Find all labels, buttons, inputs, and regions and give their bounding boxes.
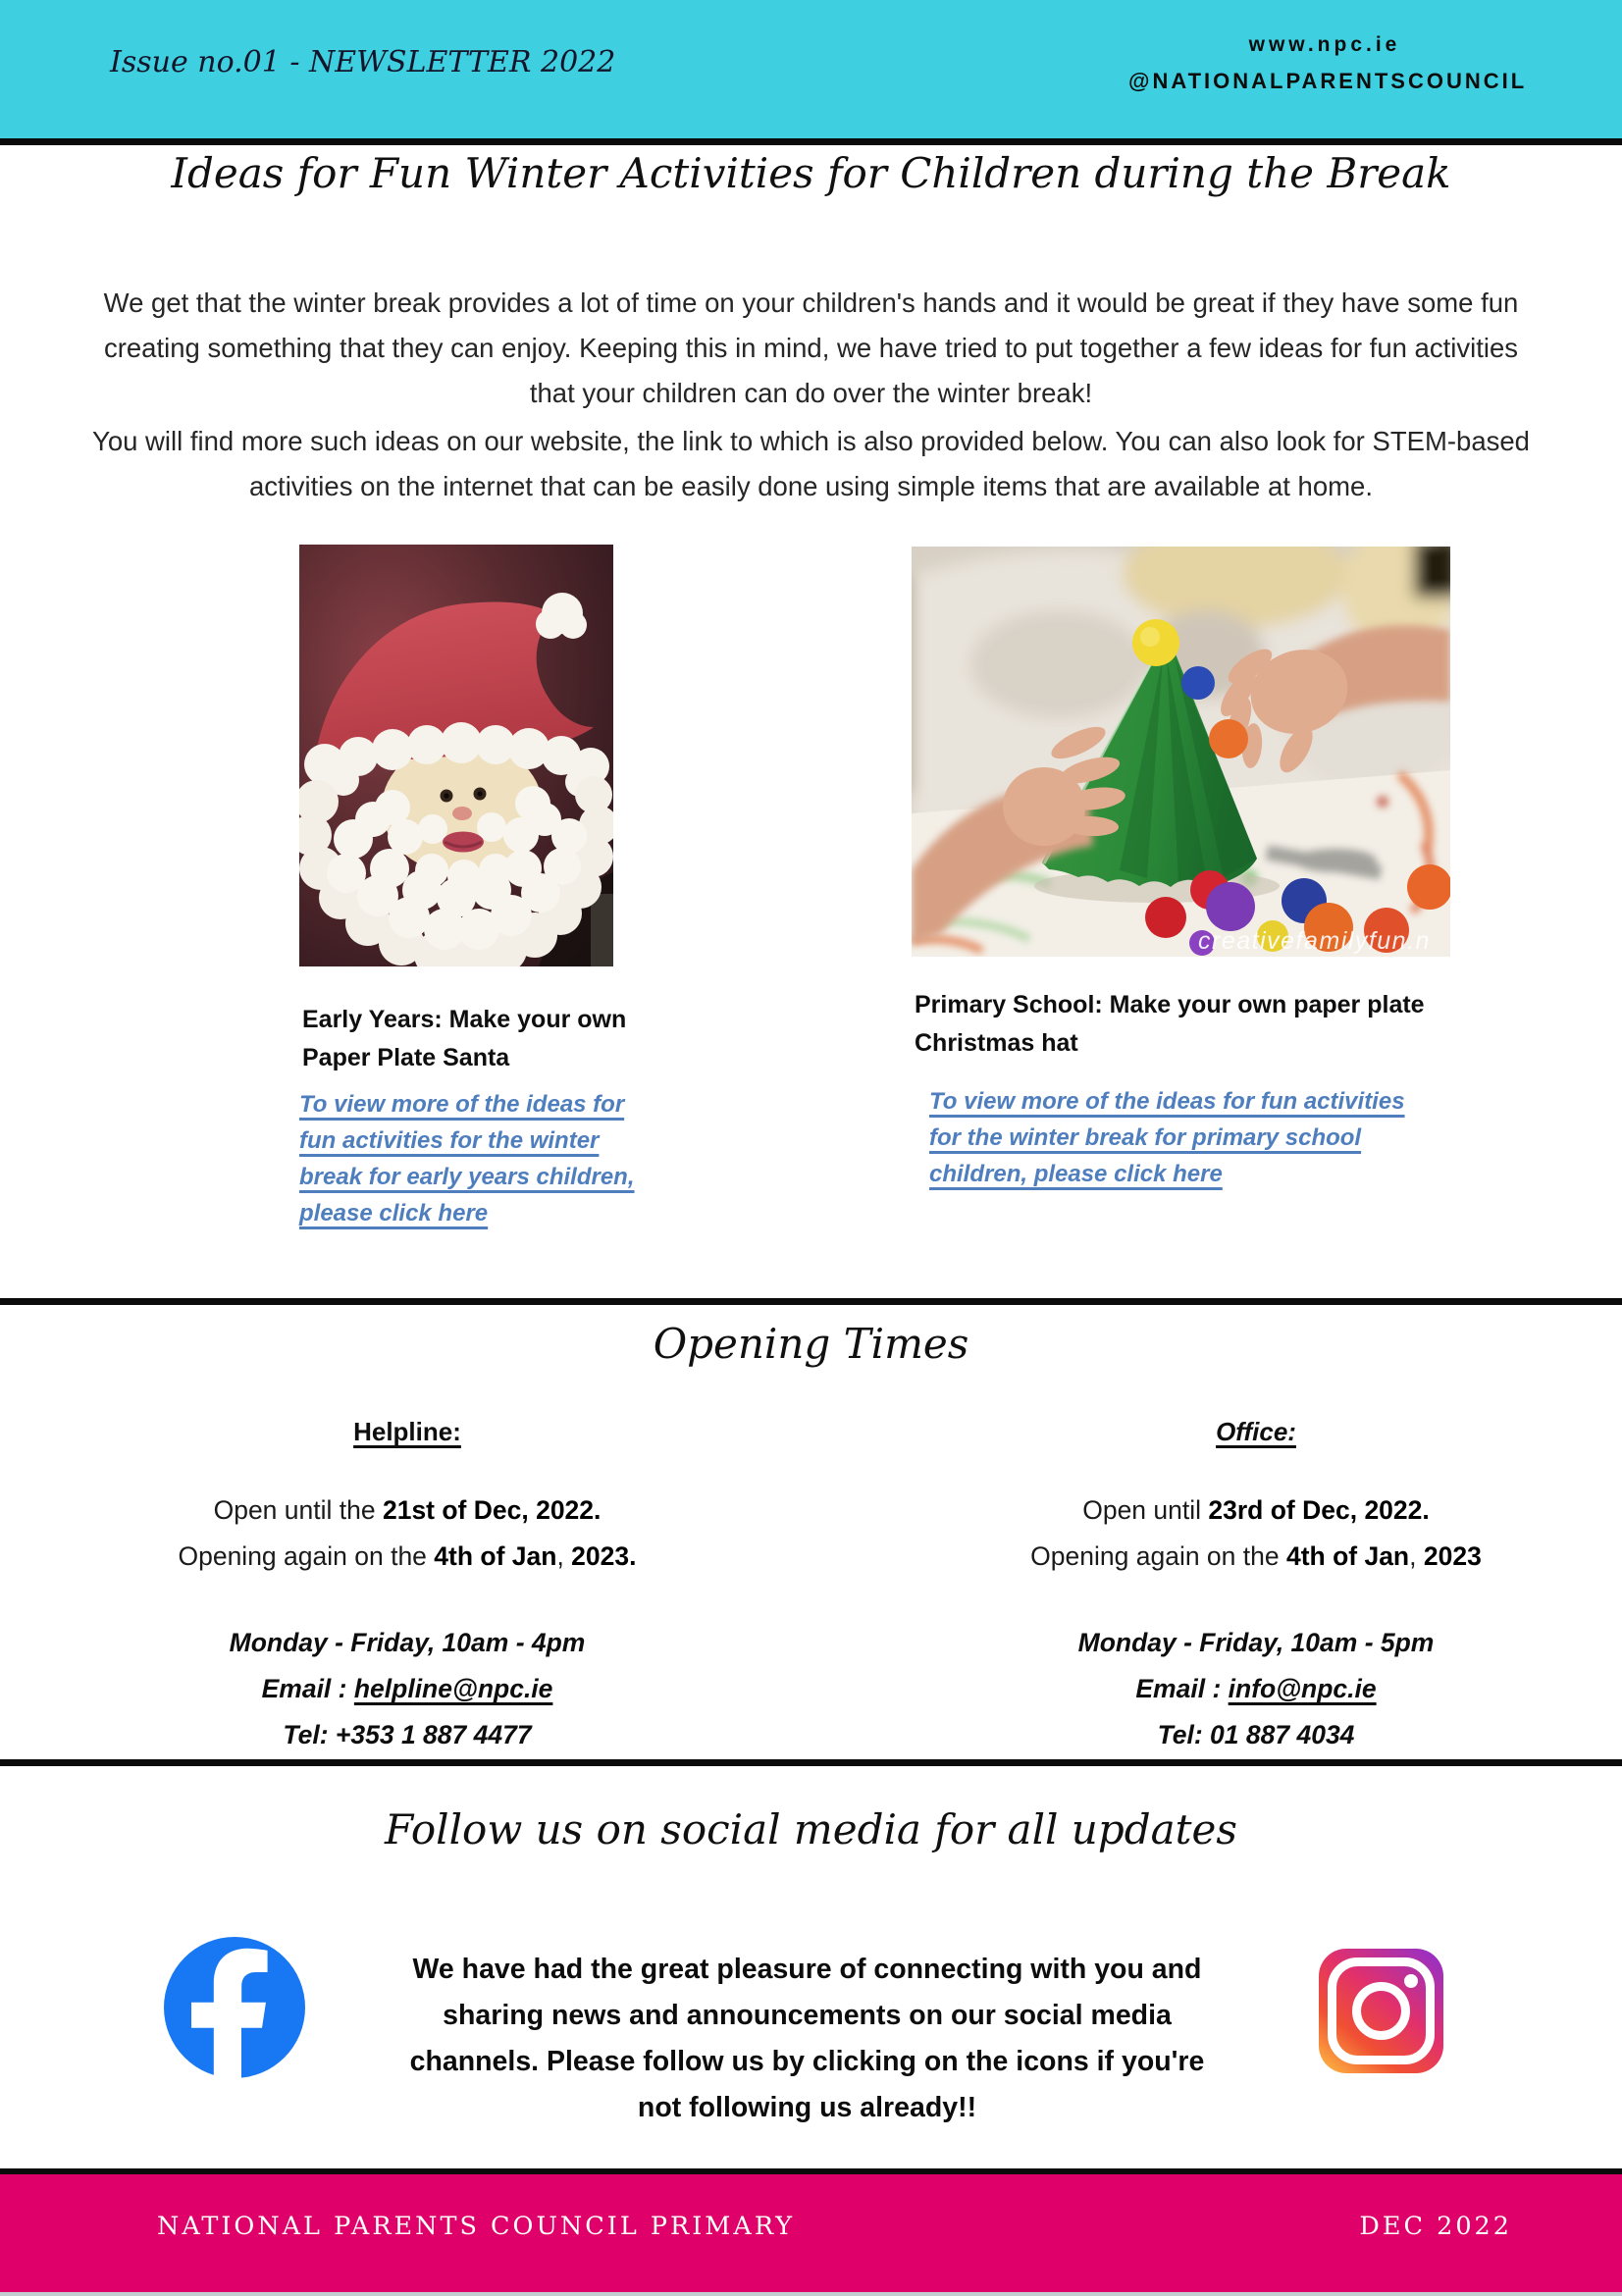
helpline-hours: Monday - Friday, 10am - 4pm <box>229 1628 586 1657</box>
christmas-hat-craft-image <box>912 547 1450 957</box>
social-heading: Follow us on social media for all updates <box>385 1805 1237 1853</box>
footer-bar <box>0 2174 1622 2296</box>
website-url: www.npc.ie <box>1248 33 1401 56</box>
facebook-icon[interactable] <box>164 1937 305 2078</box>
helpline-schedule <box>93 1620 721 1758</box>
office-title: Office: <box>1216 1417 1296 1446</box>
office-schedule <box>942 1620 1570 1758</box>
helpline-title: Helpline: <box>353 1417 461 1446</box>
santa-craft-illustration <box>299 545 613 966</box>
header-contact-block <box>1128 33 1528 94</box>
header-bar <box>0 0 1622 138</box>
footer-bottom-strip <box>0 2292 1622 2296</box>
social-text: We have had the great pleasure of connecting with you and sharing news and announcements on our social media channels. Please follow us by clicking on the icons if you're not following us already!! <box>409 1954 1205 2123</box>
office-email-link[interactable]: info@npc.ie <box>1228 1674 1377 1703</box>
opening-times-divider <box>0 1298 1622 1305</box>
primary-school-ideas-link[interactable]: To view more of the ideas for fun activities for the winter break for primary school children, please click here <box>929 1088 1405 1187</box>
page-title: Ideas for Fun Winter Activities for Children during the Break <box>171 149 1451 197</box>
helpline-email-line: Email : helpline@npc.ie <box>261 1674 553 1703</box>
opening-times-heading: Opening Times <box>653 1320 969 1368</box>
helpline-open-line-2: Opening again on the 4th of Jan, 2023. <box>178 1541 637 1571</box>
helpline-phone: Tel: +353 1 887 4477 <box>283 1720 532 1749</box>
social-handle: @NATIONALPARENTSCOUNCIL <box>1128 69 1528 93</box>
office-hours: Monday - Friday, 10am - 5pm <box>1077 1628 1435 1657</box>
office-email-line: Email : info@npc.ie <box>1135 1674 1377 1703</box>
social-divider <box>0 1759 1622 1766</box>
office-open-line-2: Opening again on the 4th of Jan, 2023 <box>1030 1541 1482 1571</box>
office-phone: Tel: 01 887 4034 <box>1157 1720 1355 1749</box>
footer-org-name: NATIONAL PARENTS COUNCIL PRIMARY <box>157 2212 796 2241</box>
early-years-ideas-link[interactable]: To view more of the ideas for fun activities for the winter break for early years children, please click here <box>299 1091 635 1226</box>
photo-watermark: creativefamilyfun.n <box>1198 927 1431 955</box>
helpline-email-link[interactable]: helpline@npc.ie <box>353 1674 553 1703</box>
helpline-open-line-1: Open until the 21st of Dec, 2022. <box>213 1495 602 1525</box>
footer-date: DEC 2022 <box>1359 2212 1512 2241</box>
intro-paragraph-2: You will find more such ideas on our website, the link to which is also provided below. You can also look for STEM-based activities on the internet that can be easily done using simple items that are available at home. <box>92 426 1530 501</box>
instagram-icon[interactable] <box>1319 1949 1443 2073</box>
early-years-caption: Early Years: Make your own Paper Plate Santa <box>302 1006 627 1071</box>
christmas-hat-illustration <box>912 547 1450 957</box>
primary-school-caption: Primary School: Make your own paper plate Christmas hat <box>915 991 1425 1057</box>
header-divider <box>0 138 1622 145</box>
office-open-dates <box>942 1487 1570 1580</box>
helpline-open-dates <box>93 1487 721 1580</box>
intro-paragraph-1: We get that the winter break provides a lot of time on your children's hands and it would be great if they have some fun creating something that they can enjoy. Keeping this in mind, we have tried to put together a few ideas for fun activities that your children can do over the winter break! <box>103 287 1519 408</box>
office-open-line-1: Open until 23rd of Dec, 2022. <box>1082 1495 1430 1525</box>
santa-craft-image <box>299 545 613 966</box>
issue-label: Issue no.01 - NEWSLETTER 2022 <box>110 45 616 79</box>
